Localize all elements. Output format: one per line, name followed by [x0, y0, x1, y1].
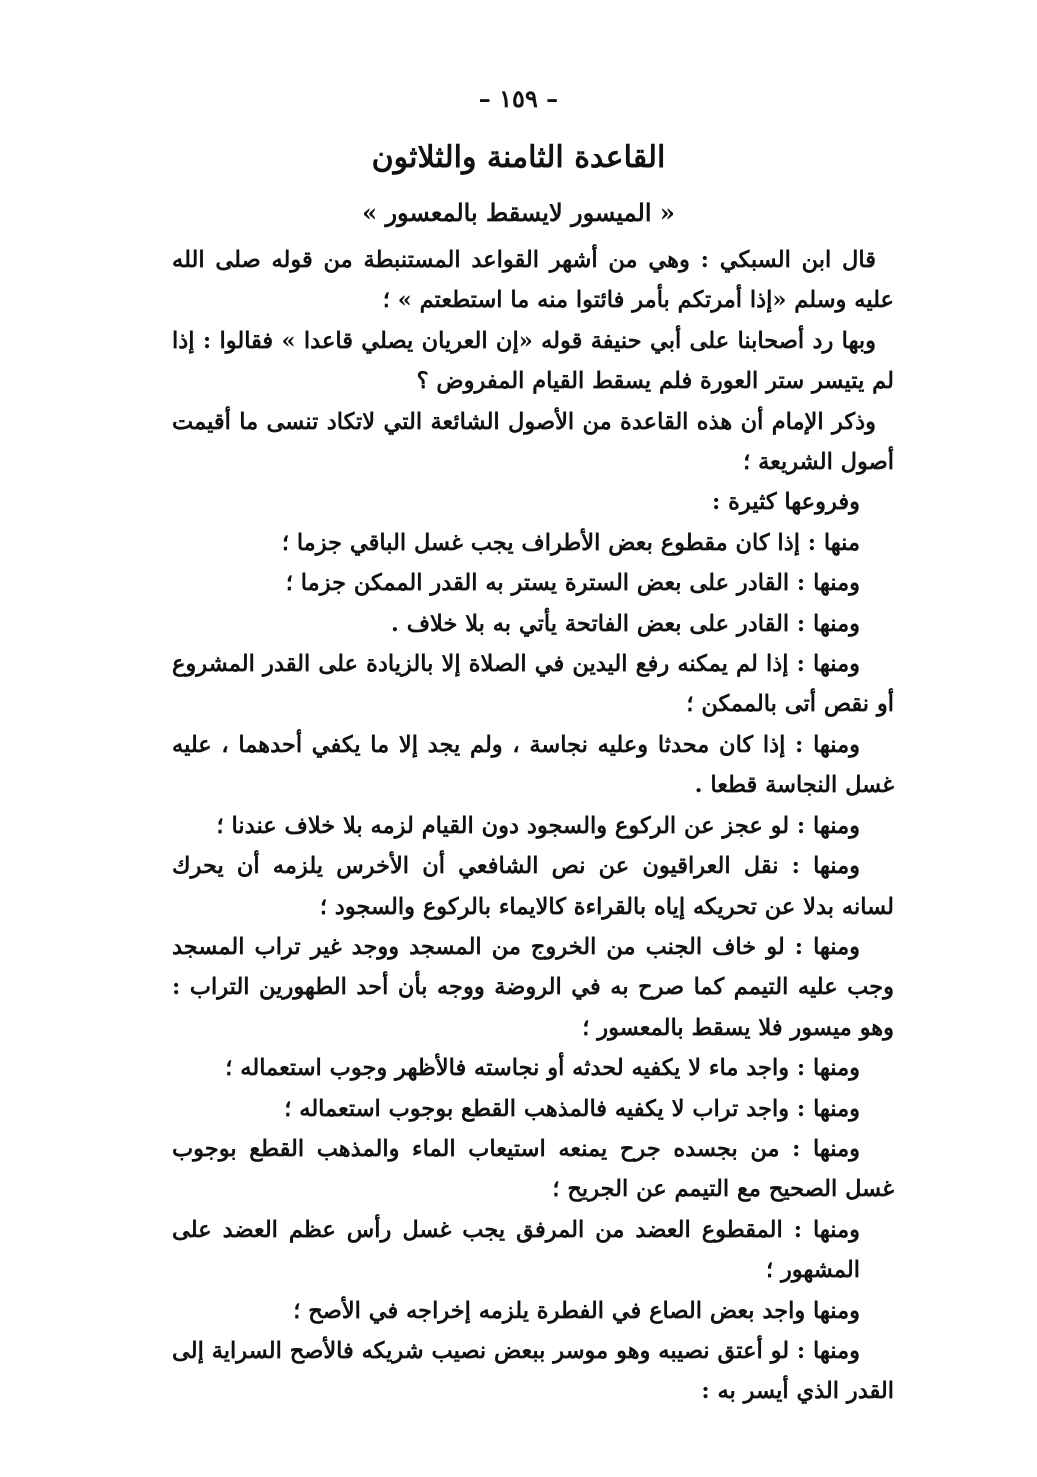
list-item: منها : إذا كان مقطوع بعض الأطراف يجب غسل الباقي جزما ؛ [281, 529, 860, 556]
list-item: ومنها واجد بعض الصاع في الفطرة يلزمه إخراجه في الأصح ؛ [293, 1297, 860, 1324]
list-item: ومنها : القادر على بعض الفاتحة يأتي به بلا خلاف . [391, 610, 860, 637]
list-item: ومنها : لو أعتق نصيبه وهو موسر ببعض نصيب شريكه فالأصح السراية إلى القدر الذي أيسر به : [172, 1337, 894, 1405]
list-item: ومنها : نقل العراقيون عن نص الشافعي أن الأخرس يلزمه أن يحرك لسانه بدلا عن تحريكه إياه بالقراءة كالايماء بالركوع والسجود ؛ [172, 853, 894, 920]
list-item: ومنها : واجد تراب لا يكفيه فالمذهب القطع بوجوب استعماله ؛ [284, 1095, 860, 1122]
rule-subtitle: « الميسور لايسقط بالمعسور » [362, 198, 675, 227]
paragraph-imam: وذكر الإمام أن هذه القاعدة من الأصول الشائعة التي لاتكاد تنسى ما أقيمت أصول الشريعة ؛ [172, 408, 894, 476]
list-item: ومنها : إذا كان محدثا وعليه نجاسة ، ولم يجد إلا ما يكفي أحدهما ، عليه غسل النجاسة قطعا . [172, 731, 894, 799]
list-item: ومنها : لو خاف الجنب من الخروج من المسجد ووجد غير تراب المسجد وجب عليه التيمم كما صرح به في الروضة ووجه بأن أحد الطهورين التراب : وهو ميسور فلا يسقط بالمعسور ؛ [172, 933, 894, 1041]
list-heading: وفروعها كثيرة : [711, 489, 860, 516]
list-item: ومنها : إذا لم يمكنه رفع اليدين في الصلاة إلا بالزيادة على القدر المشروع أو نقص أتى بالممكن ؛ [172, 651, 894, 718]
page-body [172, 240, 894, 1412]
page-number: – ١٥٩ – [478, 84, 559, 113]
list-item: ومنها : واجد ماء لا يكفيه لحدثه أو نجاسته فالأظهر وجوب استعماله ؛ [225, 1055, 860, 1082]
paragraph-abu-hanifa: وبها رد أصحابنا على أبي حنيفة قوله «إن العريان يصلي قاعدا » فقالوا : إذا لم يتيسر ستر العورة فلم يسقط القيام المفروض ؟ [172, 327, 894, 395]
list-item: ومنها : المقطوع العضد من المرفق يجب غسل رأس عظم العضد على المشهور ؛ [172, 1216, 860, 1284]
chapter-title: القاعدة الثامنة والثلاثون [371, 140, 666, 175]
list-item: ومنها : لو عجز عن الركوع والسجود دون القيام لزمه بلا خلاف عندنا ؛ [216, 812, 860, 839]
list-item: ومنها : من بجسده جرح يمنعه استيعاب الماء والمذهب القطع بوجوب غسل الصحيح مع التيمم عن الجريح ؛ [172, 1135, 894, 1203]
list-item: ومنها : القادر على بعض السترة يستر به القدر الممكن جزما ؛ [285, 570, 860, 597]
paragraph-intro-subki: قال ابن السبكي : وهي من أشهر القواعد المستنبطة من قوله صلى الله عليه وسلم «إذا أمرتكم بأمر فائتوا منه ما استطعتم » ؛ [172, 247, 894, 314]
